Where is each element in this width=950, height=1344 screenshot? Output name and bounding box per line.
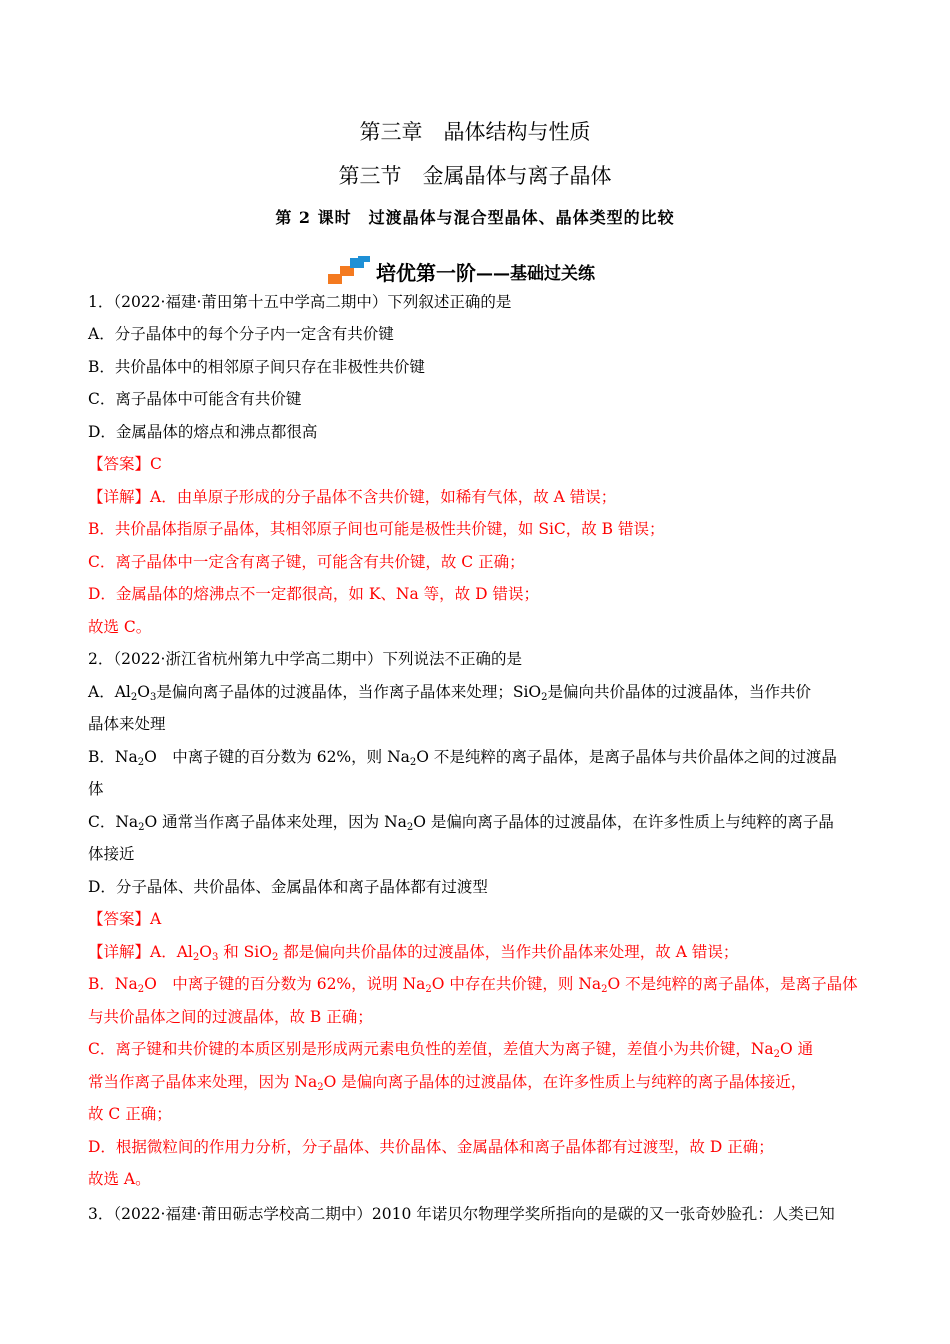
question-2-explain-c [88,1038,813,1060]
question-2-explain-b [88,973,858,995]
subscript: 2 [773,1049,781,1060]
subscript: 2 [541,692,548,703]
question-1-option-c: C．离子晶体中可能含有共价键 [88,390,302,408]
text: O 中离子键的百分数为 62%，说明 Na [144,975,426,993]
subscript: 2 [192,952,200,963]
text: O 通 [780,1040,814,1058]
stairs-icon [328,256,372,286]
question-2-explain-b-cont: 与共价晶体之间的过渡晶体，故 B 正确； [88,1008,373,1026]
text: O 是偏向离子晶体的过渡晶体，在许多性质上与纯粹的离子晶体接近， [323,1073,807,1091]
question-2-option-c-cont: 体接近 [88,845,135,863]
text: O 是偏向离子晶体的过渡晶体，在许多性质上与纯粹的离子晶 [413,813,834,831]
text: 【详解】A．Al [88,943,193,961]
text: O 通常当作离子晶体来处理，因为 Na [144,813,407,831]
question-2-stem: 2．（2022·浙江省杭州第九中学高二期中）下列说法不正确的是 [88,650,522,668]
question-2-option-b-cont: 体 [88,780,104,798]
question-1-explain-a: 【详解】A．由单原子形成的分子晶体不含共价键，如稀有气体，故 A 错误； [88,488,617,506]
text: B．Na [88,748,138,766]
question-2-option-a-cont: 晶体来处理 [88,715,166,733]
text: A．Al [88,683,131,701]
text: O [199,943,212,961]
question-2-explain-c-cont [88,1071,806,1093]
question-1-explain-c: C．离子晶体中一定含有离子键，可能含有共价键，故 C 正确； [88,553,525,571]
question-1-stem: 1．（2022·福建·莆田第十五中学高二期中）下列叙述正确的是 [88,293,512,311]
banner-subtitle: ——基础过关练 [476,263,595,284]
question-2-explain-c-end: 故 C 正确； [88,1105,172,1123]
subscript: 2 [409,757,417,768]
subscript: 2 [137,757,145,768]
subscript: 2 [317,1082,324,1093]
question-1-explain-b: B．共价晶体指原子晶体，其相邻原子间也可能是极性共价键，如 SiC，故 B 错误； [88,520,665,538]
text: B．Na [88,975,138,993]
text: C．离子键和共价键的本质区别是形成两元素电负性的差值，差值大为离子键，差值小为共价键，Na [88,1040,774,1058]
question-1-explain-d: D．金属晶体的熔沸点不一定都很高，如 K、Na 等，故 D 错误； [88,585,539,603]
subscript: 2 [137,984,145,995]
text: 常当作离子晶体来处理，因为 Na [88,1073,318,1091]
section-banner [328,256,595,286]
question-1-option-d: D．金属晶体的熔点和沸点都很高 [88,423,318,441]
text: C．Na [88,813,139,831]
question-2-conclusion: 故选 A。 [88,1170,151,1188]
subscript: 2 [406,822,414,833]
question-2-explain-d: D．根据微粒间的作用力分析，分子晶体、共价晶体、金属晶体和离子晶体都有过渡型，故 D 正确； [88,1138,774,1156]
text: O 不是纯粹的离子晶体，是离子晶体 [607,975,858,993]
banner-title: 培优第一阶 [376,260,476,285]
chapter-title: 第三章 晶体结构与性质 [359,120,591,144]
question-2-option-c [88,811,834,833]
text: O 不是纯粹的离子晶体，是离子晶体与共价晶体之间的过渡晶 [416,748,837,766]
question-3-stem: 3．（2022·福建·莆田砺志学校高二期中）2010 年诺贝尔物理学奖所指向的是碳的又一张奇妙脸孔：人类已知 [88,1205,835,1223]
question-2-option-d: D．分子晶体、共价晶体、金属晶体和离子晶体都有过渡型 [88,878,488,896]
question-2-option-b [88,746,837,768]
text: O [137,683,150,701]
subscript: 2 [425,984,432,995]
lesson-title: 第 2 课时 过渡晶体与混合型晶体、晶体类型的比较 [275,208,675,227]
section-title: 第三节 金属晶体与离子晶体 [338,164,612,188]
text: 是偏向共价晶体的过渡晶体，当作共价 [547,683,812,701]
text: O 中离子键的百分数为 62%，则 Na [144,748,410,766]
question-1-answer: 【答案】C [88,455,162,473]
subscript: 2 [271,952,279,963]
text: 是偏向离子晶体的过渡晶体，当作离子晶体来处理；SiO [156,683,542,701]
text: O 中存在共价键，则 Na [431,975,602,993]
question-2-answer: 【答案】A [88,910,162,928]
text: 都是偏向共价晶体的过渡晶体，当作共价晶体来处理，故 A 错误； [278,943,739,961]
subscript: 2 [130,692,138,703]
subscript: 3 [149,692,157,703]
subscript: 3 [211,952,219,963]
question-2-explain-a [88,941,738,963]
subscript: 2 [138,822,145,833]
subscript: 2 [601,984,608,995]
question-1-option-a: A．分子晶体中的每个分子内一定含有共价键 [88,325,394,343]
question-2-option-a [88,681,811,703]
text: 和 SiO [218,943,272,961]
question-1-conclusion: 故选 C。 [88,618,152,636]
question-1-option-b: B．共价晶体中的相邻原子间只存在非极性共价键 [88,358,425,376]
